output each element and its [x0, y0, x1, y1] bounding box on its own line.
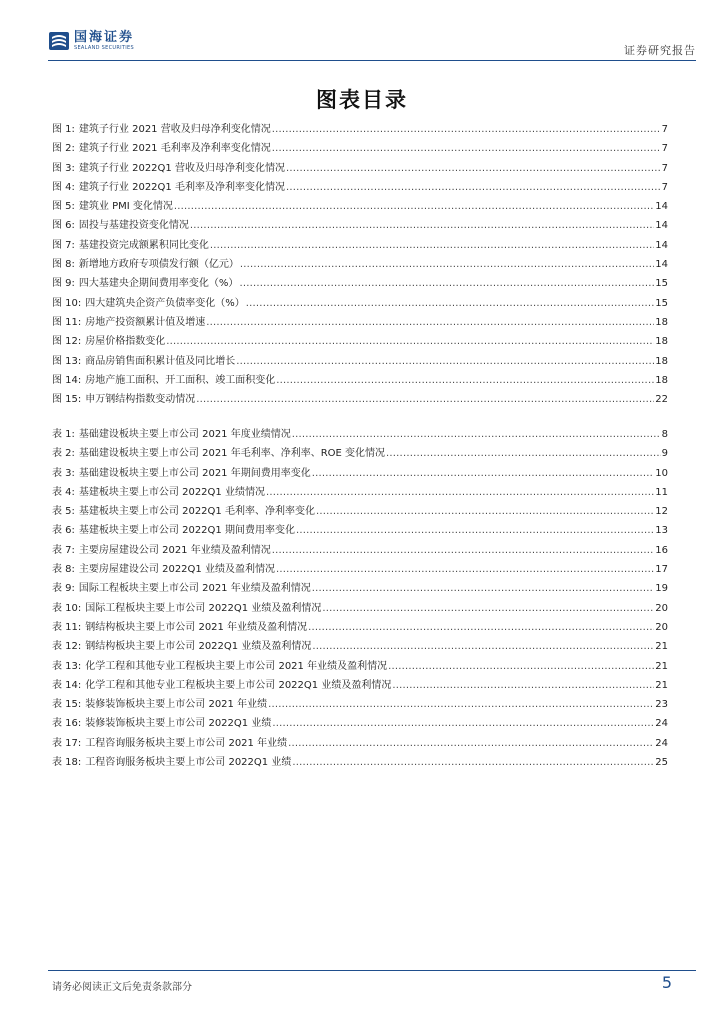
header-divider [48, 60, 696, 61]
report-type-label: 证券研究报告 [624, 44, 696, 57]
dot-leader [312, 637, 654, 656]
entry-label: 表 17: [52, 737, 82, 749]
dot-leader [312, 464, 655, 483]
entry-page-number: 18 [655, 336, 668, 348]
dot-leader [210, 236, 654, 255]
entry-page-number: 14 [655, 259, 668, 271]
entry-label: 图 15: [52, 394, 82, 406]
entry-title: 主要房屋建设公司 2022Q1 业绩及盈利情况 [78, 564, 275, 576]
entry-page-number: 7 [661, 162, 668, 174]
table-entry[interactable] [52, 676, 668, 695]
entry-title: 建筑子行业 2021 毛利率及净利率变化情况 [78, 143, 271, 155]
entry-page-number: 19 [655, 583, 668, 595]
table-entry[interactable] [52, 714, 668, 733]
entry-page-number: 11 [655, 486, 668, 498]
entry-page-number: 7 [661, 124, 668, 135]
entry-page-number: 14 [655, 239, 668, 251]
entry-title: 申万钢结构指数变动情况 [85, 394, 196, 406]
entry-page-number: 7 [661, 143, 668, 155]
table-entry[interactable] [52, 695, 668, 714]
table-entry[interactable] [52, 579, 668, 598]
dot-leader [286, 159, 661, 178]
dot-leader [292, 753, 654, 772]
table-entry[interactable] [52, 483, 668, 502]
entry-label: 图 14: [52, 374, 82, 386]
entry-label: 表 12: [52, 641, 82, 653]
dot-leader [246, 294, 654, 313]
dot-leader [288, 734, 654, 753]
dot-leader [272, 139, 661, 158]
figure-entry[interactable] [52, 352, 668, 371]
entry-page-number: 18 [655, 355, 668, 367]
table-entry[interactable] [52, 521, 668, 540]
figure-entry[interactable] [52, 120, 668, 139]
entry-title: 国际工程板块主要上市公司 2022Q1 业绩及盈利情况 [85, 602, 322, 614]
dot-leader [239, 274, 654, 293]
dot-leader [266, 483, 654, 502]
entry-label: 表 13: [52, 660, 82, 672]
table-entry[interactable] [52, 657, 668, 676]
entry-title: 基建板块主要上市公司 2022Q1 期间费用率变化 [78, 525, 295, 537]
entry-title: 房屋价格指数变化 [85, 336, 166, 348]
entry-title: 工程咨询服务板块主要上市公司 2021 年业绩 [85, 737, 288, 749]
dot-leader [272, 120, 661, 139]
figure-list [52, 120, 668, 409]
entry-title: 房地产施工面积、开工面积、竣工面积变化 [85, 374, 276, 386]
entry-label: 图 4: [52, 181, 75, 193]
figure-entry[interactable] [52, 390, 668, 409]
entry-title: 基建板块主要上市公司 2022Q1 业绩情况 [78, 486, 265, 498]
entry-page-number: 25 [655, 757, 668, 769]
page-header [48, 30, 696, 64]
dot-leader [174, 197, 654, 216]
entry-label: 图 13: [52, 355, 82, 367]
entry-page-number: 7 [661, 181, 668, 193]
footer-divider [48, 970, 696, 971]
page-title: 图表目录 [316, 88, 408, 112]
logo-chinese-name: 国海证券 [74, 29, 135, 45]
entry-title: 钢结构板块主要上市公司 2022Q1 业绩及盈利情况 [85, 641, 312, 653]
figure-entry[interactable] [52, 139, 668, 158]
dot-leader [276, 371, 654, 390]
sealand-logo-icon [48, 30, 70, 52]
table-entry[interactable] [52, 599, 668, 618]
dot-leader [276, 560, 654, 579]
figure-entry[interactable] [52, 274, 668, 293]
entry-page-number: 21 [655, 641, 668, 653]
figure-entry[interactable] [52, 178, 668, 197]
entry-title: 基建板块主要上市公司 2022Q1 毛利率、净利率变化 [78, 506, 315, 518]
dot-leader [292, 425, 661, 444]
table-entry[interactable] [52, 637, 668, 656]
dot-leader [388, 657, 654, 676]
entry-page-number: 21 [655, 679, 668, 691]
entry-page-number: 20 [655, 602, 668, 614]
entry-title: 钢结构板块主要上市公司 2021 年业绩及盈利情况 [85, 621, 308, 633]
entry-label: 图 12: [52, 336, 82, 348]
entry-title: 商品房销售面积累计值及同比增长 [85, 355, 236, 367]
entry-page-number: 14 [655, 201, 668, 213]
entry-page-number: 8 [661, 429, 668, 440]
entry-label: 图 3: [52, 162, 75, 174]
entry-title: 装修装饰板块主要上市公司 2021 年业绩 [85, 699, 268, 711]
entry-page-number: 13 [655, 525, 668, 537]
entry-label: 表 14: [52, 679, 82, 691]
figure-entry[interactable] [52, 313, 668, 332]
entry-label: 表 5: [52, 506, 75, 518]
entry-page-number: 21 [655, 660, 668, 672]
entry-title: 装修装饰板块主要上市公司 2022Q1 业绩 [85, 718, 272, 730]
entry-label: 图 8: [52, 259, 75, 271]
entry-label: 表 10: [52, 602, 82, 614]
dot-leader [272, 714, 654, 733]
table-entry[interactable] [52, 425, 668, 444]
entry-label: 表 6: [52, 525, 75, 537]
dot-leader [286, 178, 661, 197]
dot-leader [308, 618, 654, 637]
figure-entry[interactable] [52, 332, 668, 351]
dot-leader [392, 676, 654, 695]
entry-page-number: 24 [655, 718, 668, 730]
dot-leader [296, 521, 654, 540]
entry-label: 表 11: [52, 621, 82, 633]
entry-page-number: 24 [655, 737, 668, 749]
entry-title: 化学工程和其他专业工程板块主要上市公司 2021 年业绩及盈利情况 [85, 660, 388, 672]
entry-page-number: 9 [661, 448, 668, 460]
table-entry[interactable] [52, 734, 668, 753]
figure-entry[interactable] [52, 236, 668, 255]
entry-title: 建筑子行业 2022Q1 营收及归母净利变化情况 [78, 162, 285, 174]
entry-title: 四大基建央企期间费用率变化（%） [78, 278, 239, 290]
entry-title: 建筑业 PMI 变化情况 [78, 201, 173, 213]
table-entry[interactable] [52, 560, 668, 579]
entry-page-number: 15 [655, 297, 668, 309]
entry-label: 图 2: [52, 143, 75, 155]
entry-title: 基础建设板块主要上市公司 2021 年度业绩情况 [78, 429, 291, 440]
entry-title: 化学工程和其他专业工程板块主要上市公司 2022Q1 业绩及盈利情况 [85, 679, 392, 691]
entry-page-number: 14 [655, 220, 668, 232]
entry-label: 表 16: [52, 718, 82, 730]
table-entry[interactable] [52, 444, 668, 463]
entry-label: 表 8: [52, 564, 75, 576]
figure-entry[interactable] [52, 159, 668, 178]
entry-title: 工程咨询服务板块主要上市公司 2022Q1 业绩 [85, 757, 292, 769]
table-list [52, 425, 668, 772]
dot-leader [316, 502, 654, 521]
entry-page-number: 22 [655, 394, 668, 406]
entry-label: 表 3: [52, 467, 75, 479]
entry-title: 主要房屋建设公司 2021 年业绩及盈利情况 [78, 544, 271, 556]
entry-title: 房地产投资额累计值及增速 [85, 316, 206, 328]
entry-page-number: 16 [655, 544, 668, 556]
entry-label: 图 10: [52, 297, 82, 309]
entry-label: 图 6: [52, 220, 75, 232]
entry-page-number: 18 [655, 374, 668, 386]
entry-title: 国际工程板块主要上市公司 2021 年业绩及盈利情况 [78, 583, 311, 595]
table-entry[interactable] [52, 464, 668, 483]
entry-title: 建筑子行业 2022Q1 毛利率及净利率变化情况 [78, 181, 285, 193]
dot-leader [272, 541, 655, 560]
entry-label: 图 1: [52, 124, 75, 135]
entry-page-number: 17 [655, 564, 668, 576]
figure-entry[interactable] [52, 294, 668, 313]
entry-label: 表 15: [52, 699, 82, 711]
table-entry[interactable] [52, 502, 668, 521]
figure-entry[interactable] [52, 255, 668, 274]
entry-label: 图 7: [52, 239, 75, 251]
entry-title: 基础建设板块主要上市公司 2021 年期间费用率变化 [78, 467, 311, 479]
entry-label: 表 1: [52, 429, 75, 440]
dot-leader [322, 599, 654, 618]
entry-page-number: 23 [655, 699, 668, 711]
figure-entry[interactable] [52, 371, 668, 390]
entry-label: 表 18: [52, 757, 82, 769]
dot-leader [166, 332, 654, 351]
figure-entry[interactable] [52, 216, 668, 235]
table-entry[interactable] [52, 618, 668, 637]
dot-leader [386, 444, 661, 463]
entry-label: 图 9: [52, 278, 75, 290]
entry-title: 新增地方政府专项债发行额（亿元） [78, 259, 239, 271]
entry-page-number: 18 [655, 316, 668, 328]
footer-disclaimer: 请务必阅读正文后免责条款部分 [52, 982, 192, 993]
entry-page-number: 15 [655, 278, 668, 290]
table-entry[interactable] [52, 753, 668, 772]
entry-label: 表 4: [52, 486, 75, 498]
company-logo [48, 30, 134, 52]
figure-entry[interactable] [52, 197, 668, 216]
page-number: 5 [661, 973, 672, 992]
dot-leader [240, 255, 654, 274]
entry-label: 图 5: [52, 201, 75, 213]
entry-title: 基础建设板块主要上市公司 2021 年毛利率、净利率、ROE 变化情况 [78, 448, 386, 460]
entry-page-number: 20 [655, 621, 668, 633]
entry-page-number: 10 [655, 467, 668, 479]
entry-title: 四大建筑央企资产负债率变化（%） [85, 297, 245, 309]
entry-label: 图 11: [52, 316, 82, 328]
entry-title: 建筑子行业 2021 营收及归母净利变化情况 [78, 124, 271, 135]
entry-label: 表 2: [52, 448, 75, 460]
dot-leader [206, 313, 654, 332]
table-entry[interactable] [52, 541, 668, 560]
dot-leader [190, 216, 654, 235]
dot-leader [312, 579, 655, 598]
dot-leader [196, 390, 654, 409]
entry-page-number: 12 [655, 506, 668, 518]
entry-label: 表 7: [52, 544, 75, 556]
dot-leader [268, 695, 654, 714]
entry-title: 基建投资完成额累积同比变化 [78, 239, 209, 251]
dot-leader [236, 352, 654, 371]
entry-label: 表 9: [52, 583, 75, 595]
logo-english-name: SEALAND SECURITIES [74, 44, 134, 51]
entry-title: 固投与基建投资变化情况 [78, 220, 189, 232]
